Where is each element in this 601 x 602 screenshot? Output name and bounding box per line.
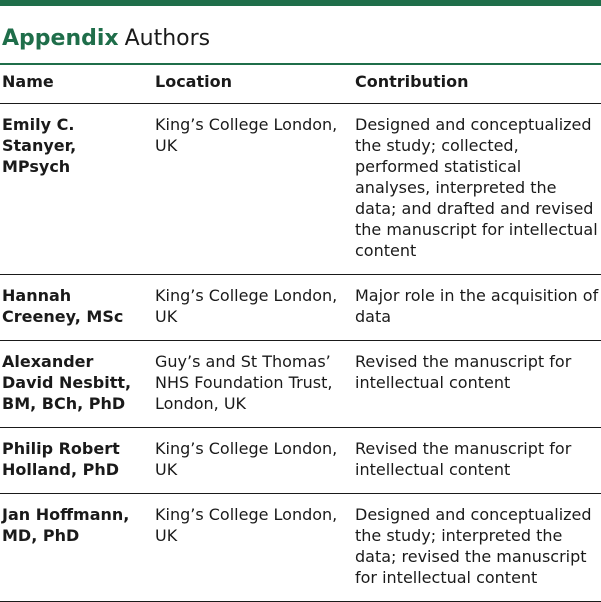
author-contribution: Revised the manuscript for intellectual content bbox=[353, 341, 601, 428]
top-accent-bar bbox=[0, 0, 601, 6]
author-location: King’s College London, UK bbox=[153, 104, 353, 275]
table-row bbox=[0, 428, 601, 494]
author-name: Philip Robert Holland, PhD bbox=[0, 428, 153, 494]
caption-title: Authors bbox=[124, 26, 211, 51]
table-row bbox=[0, 341, 601, 428]
table-caption bbox=[2, 24, 210, 54]
author-location: King’s College London, UK bbox=[153, 494, 353, 602]
author-name: Emily C. Stanyer, MPsych bbox=[0, 104, 153, 275]
column-header-name: Name bbox=[0, 65, 153, 104]
author-name: Alexander David Nesbitt, BM, BCh, PhD bbox=[0, 341, 153, 428]
author-location: King’s College London, UK bbox=[153, 275, 353, 341]
table-row bbox=[0, 104, 601, 275]
table-row bbox=[0, 275, 601, 341]
author-contribution: Revised the manuscript for intellectual content bbox=[353, 428, 601, 494]
author-location: Guy’s and St Thomas’ NHS Foundation Trust, London, UK bbox=[153, 341, 353, 428]
caption-label: Appendix bbox=[2, 26, 119, 51]
authors-table bbox=[0, 65, 601, 602]
column-header-location: Location bbox=[153, 65, 353, 104]
author-contribution: Designed and conceptualized the study; collected, performed statistical analyses, interpreted the data; and drafted and revised the manuscript for intellectual content bbox=[353, 104, 601, 275]
author-location: King’s College London, UK bbox=[153, 428, 353, 494]
column-header-contribution: Contribution bbox=[353, 65, 601, 104]
author-name: Jan Hoffmann, MD, PhD bbox=[0, 494, 153, 602]
author-name: Hannah Creeney, MSc bbox=[0, 275, 153, 341]
header-row bbox=[0, 65, 601, 104]
table-row bbox=[0, 494, 601, 602]
author-contribution: Designed and conceptualized the study; interpreted the data; revised the manuscript for intellectual content bbox=[353, 494, 601, 602]
author-contribution: Major role in the acquisition of data bbox=[353, 275, 601, 341]
